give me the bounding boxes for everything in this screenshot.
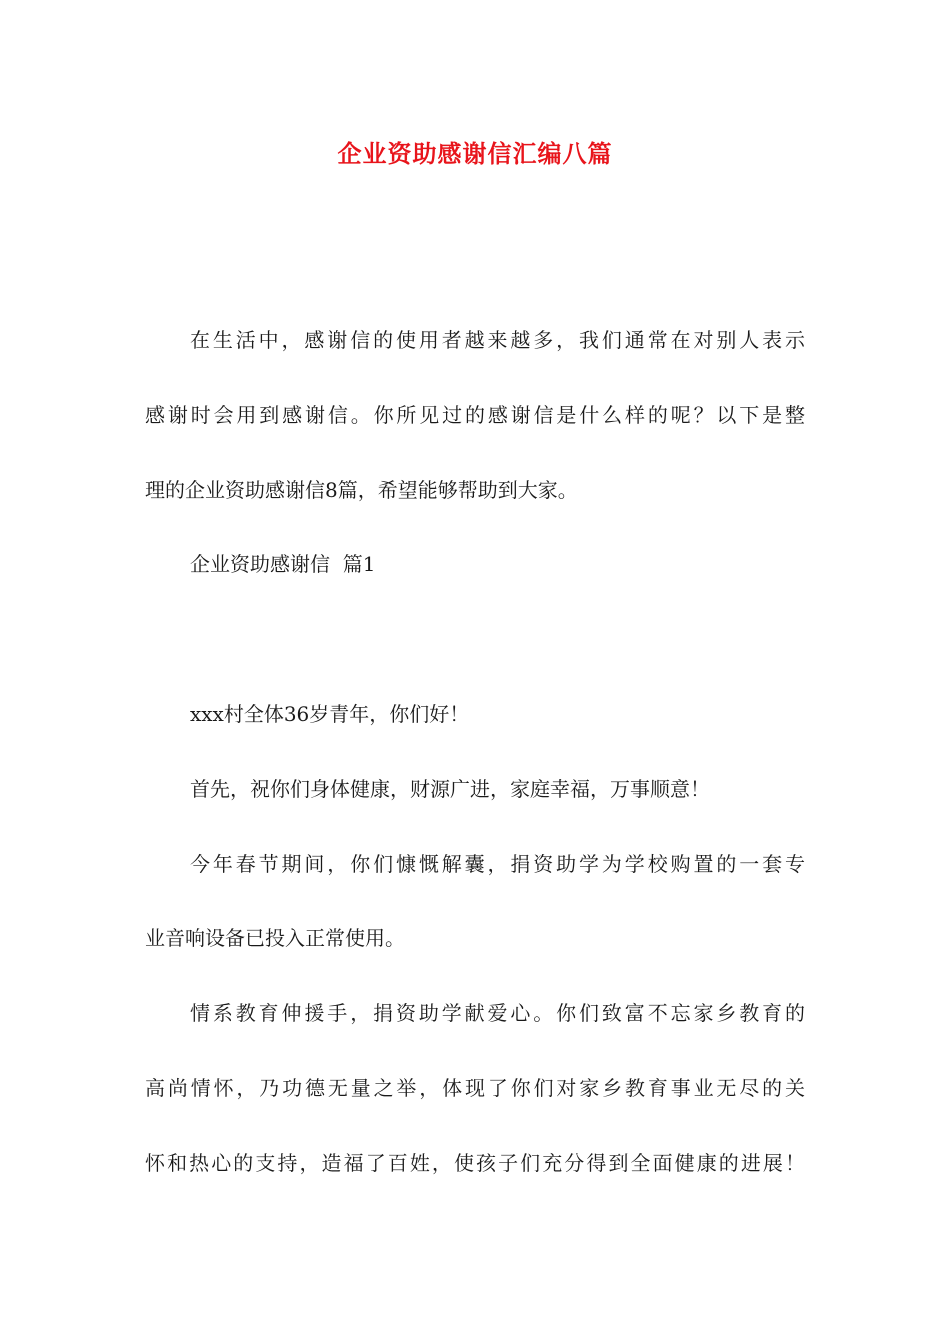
- para2-line-3: 怀和热心的支持，造福了百姓，使孩子们充分得到全面健康的进展！: [145, 1151, 805, 1175]
- section-heading: 企业资助感谢信 篇1: [190, 552, 376, 576]
- intro-line-2: 感谢时会用到感谢信。你所见过的感谢信是什么样的呢？以下是整: [145, 403, 805, 427]
- intro-line-3: 理的企业资助感谢信8篇，希望能够帮助到大家。: [145, 478, 578, 502]
- para2-line-2: 高尚情怀，乃功德无量之举，体现了你们对家乡教育事业无尽的关: [145, 1076, 805, 1100]
- greeting-line: xxx村全体36岁青年，你们好！: [190, 702, 470, 726]
- para1-line-2: 业音响设备已投入正常使用。: [145, 926, 405, 950]
- wishes-line: 首先，祝你们身体健康，财源广进，家庭幸福，万事顺意！: [190, 777, 710, 801]
- para2-line-1: 情系教育伸援手，捐资助学献爱心。你们致富不忘家乡教育的: [190, 1001, 805, 1025]
- intro-line-1: 在生活中，感谢信的使用者越来越多，我们通常在对别人表示: [190, 328, 805, 352]
- document-title: 企业资助感谢信汇编八篇: [337, 139, 613, 168]
- para1-line-1: 今年春节期间，你们慷慨解囊，捐资助学为学校购置的一套专: [190, 852, 805, 876]
